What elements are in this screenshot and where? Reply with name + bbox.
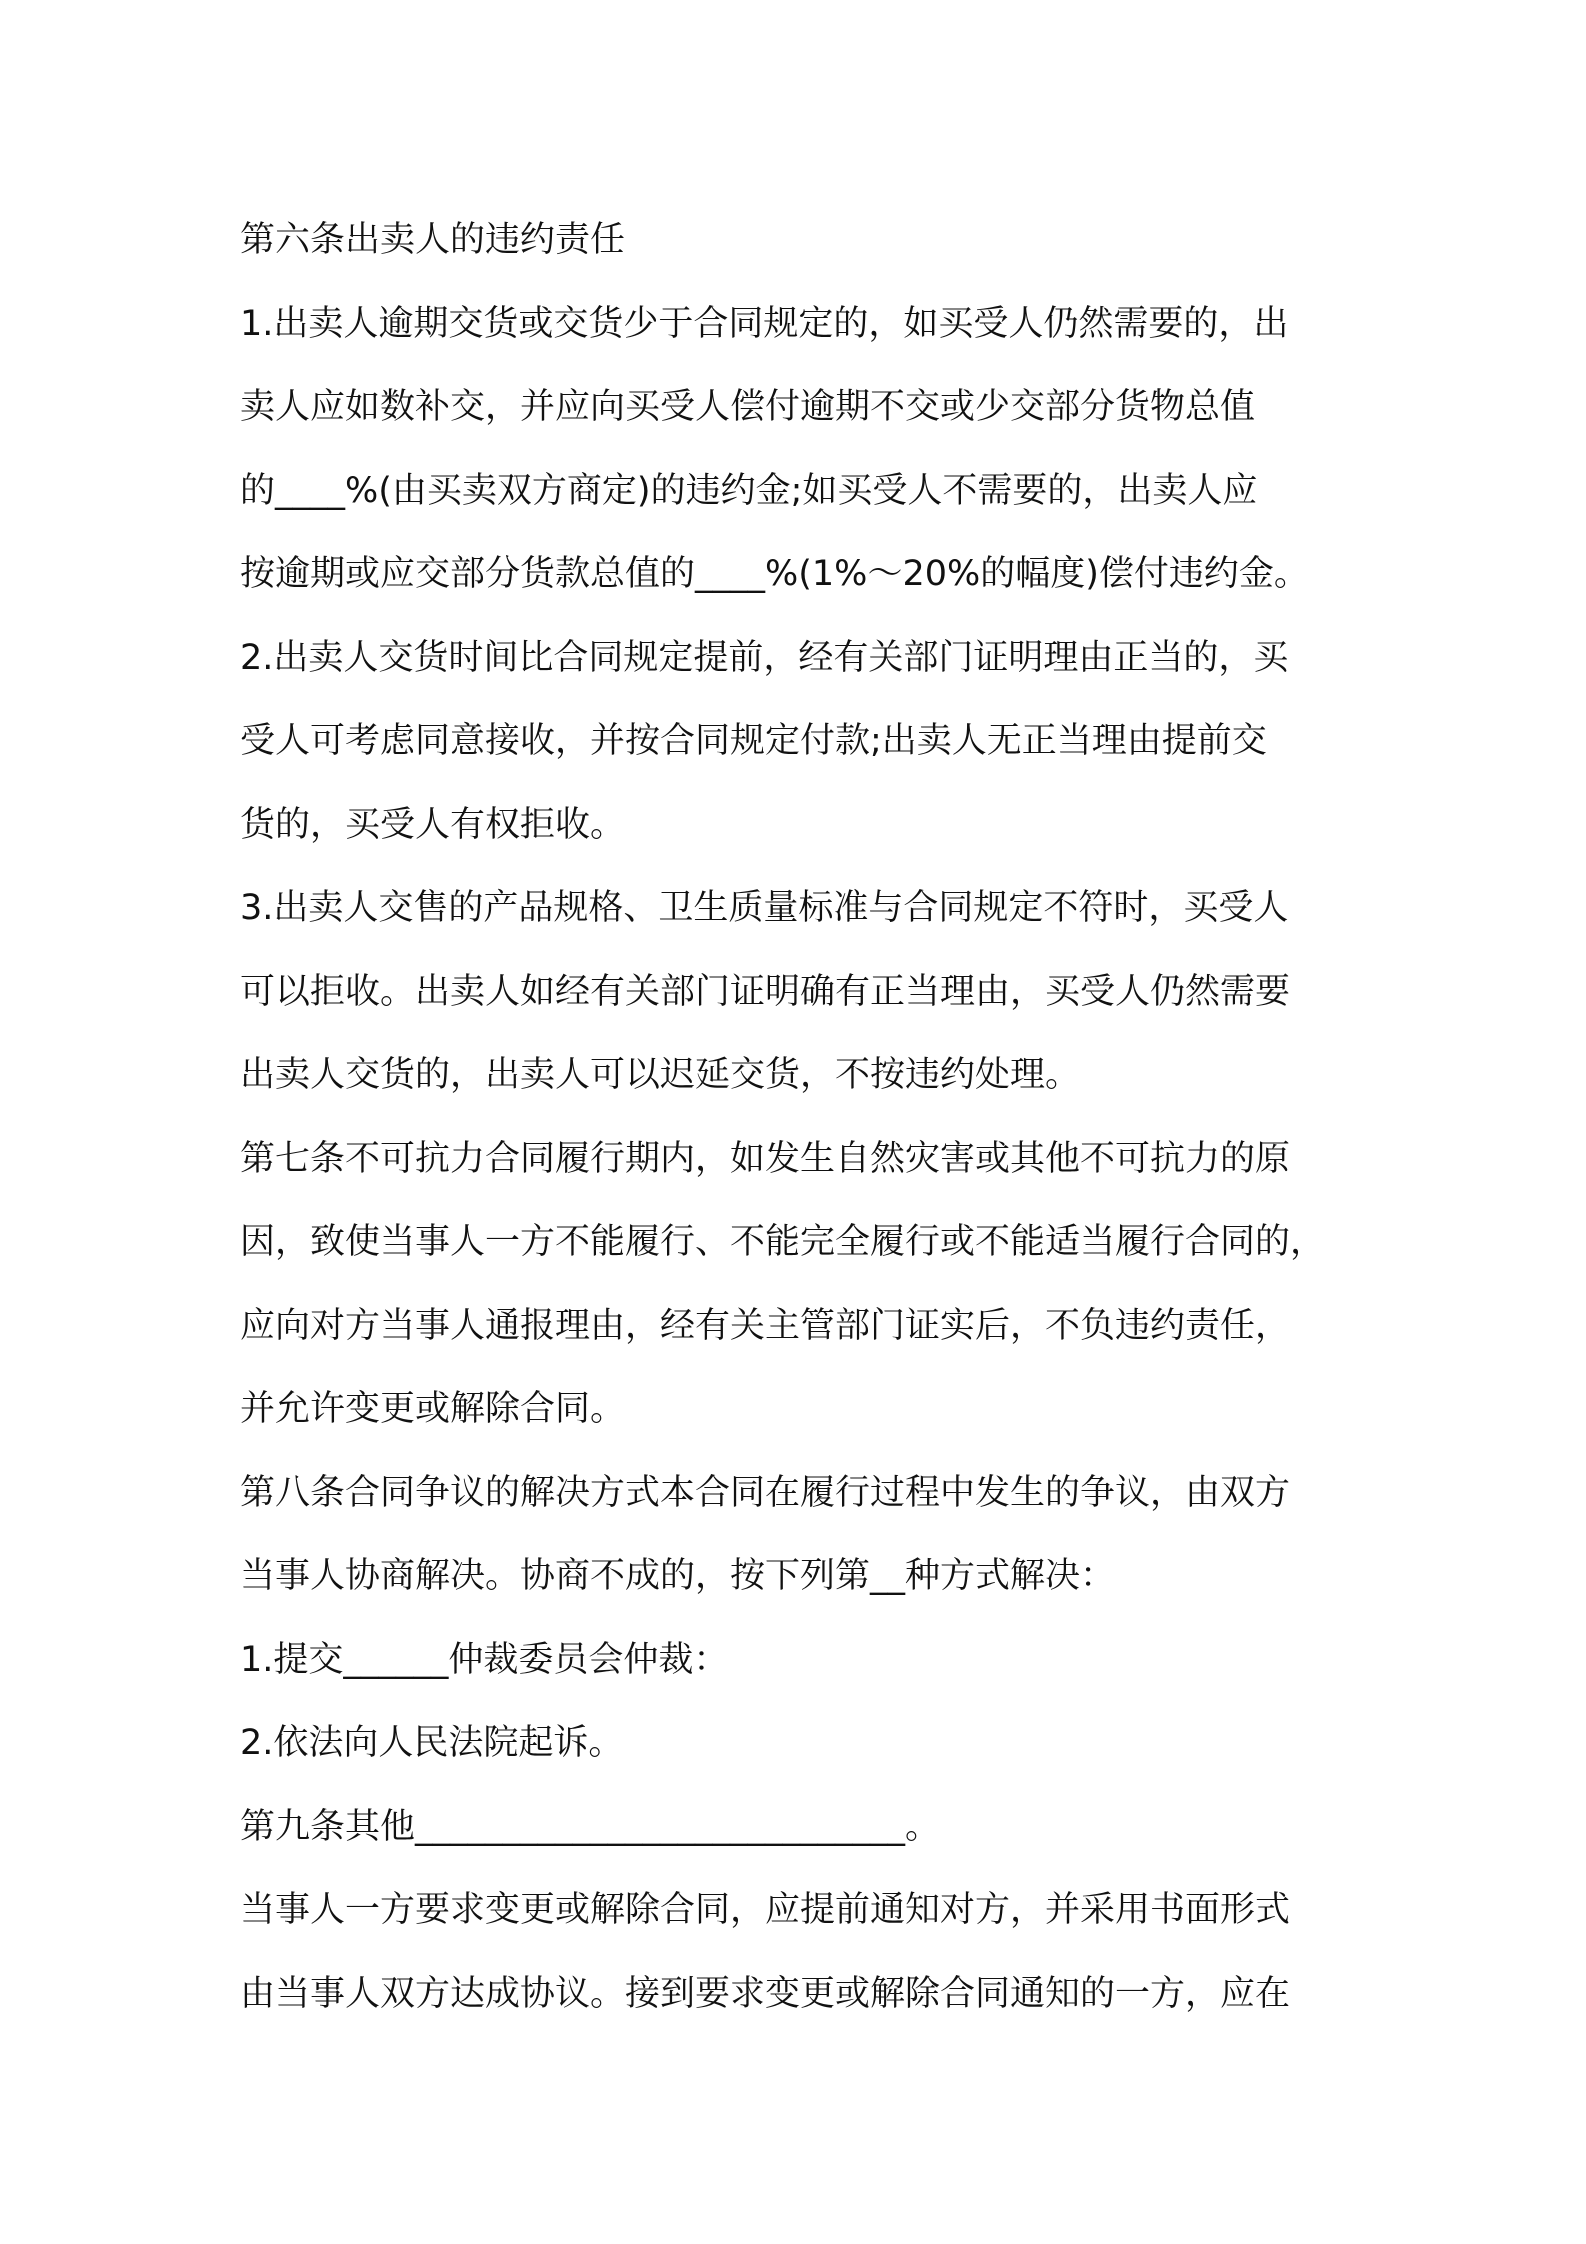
article-7-line: 第七条不可抗力合同履行期内，如发生自然灾害或其他不可抗力的原 bbox=[240, 1138, 1291, 1179]
article-6-heading: 第六条出卖人的违约责任 bbox=[240, 220, 626, 260]
text-line: 2.依法向人民法院起诉。 bbox=[240, 1723, 624, 1763]
text-line: 2.出卖人交货时间比合同规定提前，经有关部门证明理由正当的，买 bbox=[240, 637, 1289, 678]
text-line: 受人可考虑同意接收，并按合同规定付款;出卖人无正当理由提前交 bbox=[240, 721, 1267, 761]
text-line: 货的，买受人有权拒收。 bbox=[240, 804, 626, 845]
text-line: 1.提交______仲裁委员会仲裁： bbox=[240, 1639, 729, 1680]
text-line: 卖人应如数补交，并应向买受人偿付逾期不交或少交部分货物总值 bbox=[240, 387, 1256, 427]
text-line: 当事人协商解决。协商不成的，按下列第__种方式解决： bbox=[240, 1556, 1116, 1596]
text-line: 按逾期或应交部分货款总值的____%(1%～20%的幅度)偿付违约金。 bbox=[240, 554, 1309, 594]
text-line: 3.出卖人交售的产品规格、卫生质量标准与合同规定不符时，买受人 bbox=[240, 888, 1289, 928]
document-body bbox=[240, 199, 1370, 2036]
article-9-line: 第九条其他____________________________。 bbox=[240, 1806, 941, 1847]
text-line: 应向对方当事人通报理由，经有关主管部门证实后，不负违约责任， bbox=[240, 1305, 1291, 1346]
text-line: 并允许变更或解除合同。 bbox=[240, 1389, 626, 1429]
text-line: 1.出卖人逾期交货或交货少于合同规定的，如买受人仍然需要的，出 bbox=[240, 303, 1289, 344]
text-line: 当事人一方要求变更或解除合同，应提前通知对方，并采用书面形式 bbox=[240, 1890, 1291, 1930]
text-line: 出卖人交货的，出卖人可以迟延交货，不按违约处理。 bbox=[240, 1055, 1081, 1095]
text-line: 由当事人双方达成协议。接到要求变更或解除合同通知的一方，应在 bbox=[240, 1973, 1291, 2014]
text-line: 可以拒收。出卖人如经有关部门证明确有正当理由，买受人仍然需要 bbox=[240, 971, 1291, 1012]
text-line: 的____%(由买卖双方商定)的违约金;如买受人不需要的，出卖人应 bbox=[240, 470, 1258, 511]
text-line: 因，致使当事人一方不能履行、不能完全履行或不能适当履行合同的， bbox=[240, 1222, 1326, 1262]
article-8-line: 第八条合同争议的解决方式本合同在履行过程中发生的争议，由双方 bbox=[240, 1472, 1291, 1513]
